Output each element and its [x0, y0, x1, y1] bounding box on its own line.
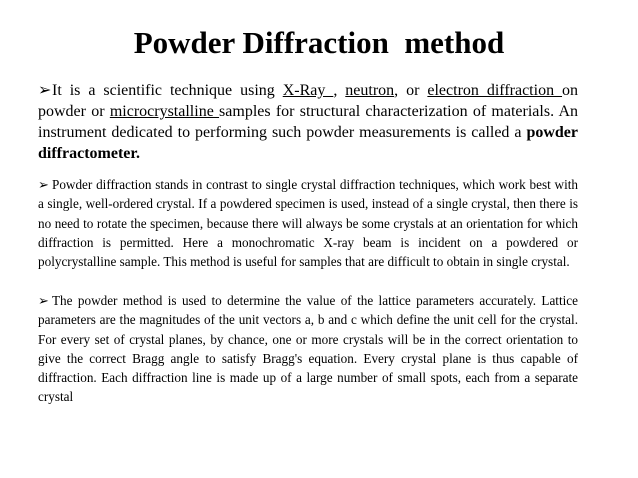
- bullet-arrow-icon: ➢: [38, 293, 50, 308]
- paragraph-2: [38, 175, 578, 271]
- p1-text-3: , or: [394, 82, 428, 99]
- powder-diffractometer-term: powder diffractometer.: [38, 124, 578, 162]
- p1-text-5: samples for structural characterization of materials. An instrument dedicated to performing such powder measurements is called a: [38, 103, 578, 141]
- bullet-arrow-icon: ➢: [38, 177, 50, 192]
- paragraph-3: [38, 291, 578, 407]
- neutron-link[interactable]: neutron: [345, 82, 395, 99]
- slide-title: Powder Diffraction method: [133, 25, 505, 60]
- microcrystalline-link[interactable]: microcrystalline: [109, 103, 220, 120]
- paragraph-2-text: Powder diffraction stands in contrast to single crystal diffraction techniques, which work best with a single, well-ordered crystal. If a powdered specimen is used, instead of a single crystal, then there is no need to rotate the specimen, because there will always be some crystals at an orientation for which diffraction is permitted. Here a monochromatic X-ray beam is incident on a powdered or polycrystalline sample. This method is useful for samples that are difficult to obtain in single crystal.: [38, 177, 578, 270]
- p1-text-1: It is a scientific technique using: [52, 82, 283, 99]
- xray-link[interactable]: X-Ray: [282, 82, 334, 99]
- bullet-arrow-icon: ➢: [38, 82, 52, 99]
- paragraph-3-text: The powder method is used to determine the value of the lattice parameters accurately. Lattice parameters are the magnitudes of the unit vectors a, b and c which define the unit cell for the crystal. For every set of crystal planes, by chance, one or more crystals will be in the correct orientation to give the correct Bragg angle to satisfy Bragg's equation. Every crystal plane is thus capable of diffraction. Each diffraction line is made up of a large number of small spots, each from a separate crystal: [38, 293, 578, 405]
- paragraph-1: [38, 80, 578, 164]
- electron-diffraction-link[interactable]: electron diffraction: [427, 82, 563, 99]
- p1-text-2: ,: [333, 82, 346, 99]
- p1-text-4: on powder or: [38, 82, 579, 120]
